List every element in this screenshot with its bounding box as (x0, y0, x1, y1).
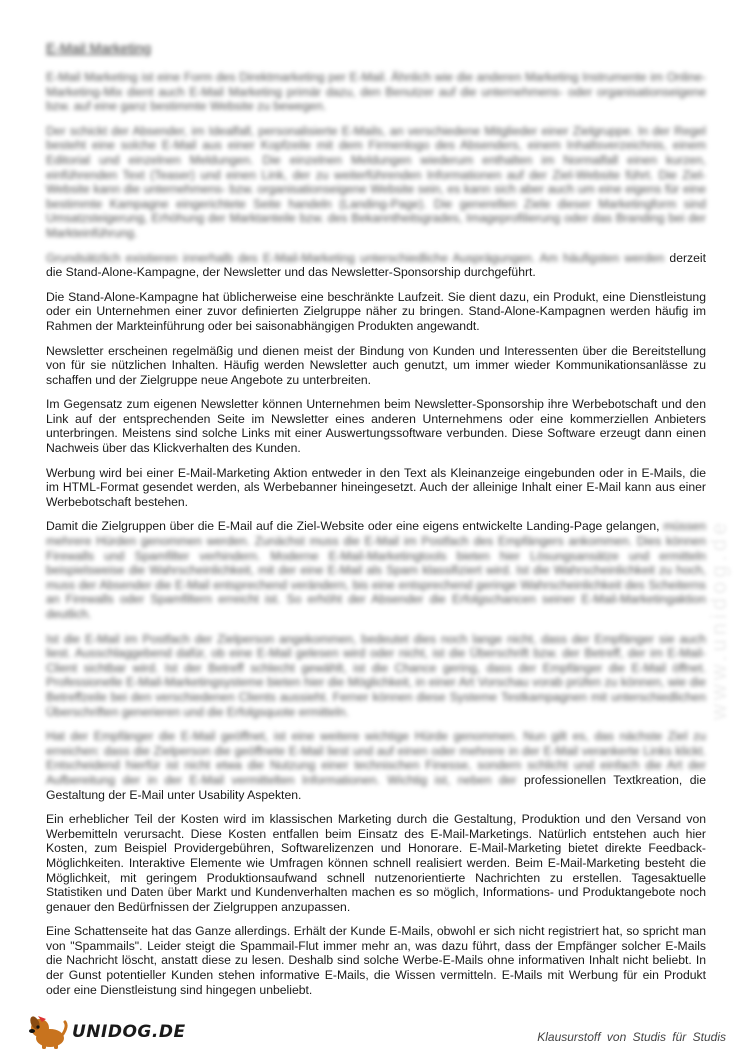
document-body (46, 40, 706, 1007)
paragraph-costs: Ein erheblicher Teil der Kosten wird im klassischen Marketing durch die Gestaltung, Produktion und den Versand von Werbemitteln verursacht. Diese Kosten entfallen beim Einsatz des E-Mail-Marketings. Natürlich entstehen auch hier Kosten, zum Beispiel Providergebühren, Softwarelizenzen und Honorare. E-Mail-Marketing bietet direkte Feedback- Möglichkeiten. Interaktive Elemente wie Umfragen können schnell realisiert werden. Beim E-Mail-Marketing besteht die Möglichkeit, mit geringem Produktionsaufwand schnell nutzenorientierte Nachrichten zu erstellen. Tagesaktuelle Statistiken und Daten über Markt und Kundenverhalten machen es so möglich, Informations- und Produktangebote noch genauer den Bedürfnissen der Zielgruppen anzupassen. (46, 812, 706, 914)
paragraph-werbung: Werbung wird bei einer E-Mail-Marketing Aktion entweder in den Text als Kleinanzeige eingebunden oder in E-Mails, die im HTML-Format gesendet werden, als Werbebanner hineingesetzt. Auch der alleinige Inhalt einer E-Mail kann aus einer Werbebotschaft bestehen. (46, 465, 706, 509)
paragraph-usability-blurred: Hat der Empfänger die E-Mail geöffnet, ist eine weitere wichtige Hürde genommen. Nun gilt es, das nächste Ziel zu erreichen: dass die Zielperson die geöffnete E-Mail liest und auf einen oder mehrere in der E-Mail verankerte Links klickt. Entscheidend hierfür ist nicht etwa die Nutzung einer technischen Finesse, sondern schlicht und einfach die Art der Aufbereitung der in der E-Mail vermittelten Informationen. Wichtig ist, neben der (46, 729, 706, 787)
paragraph-usability (46, 729, 706, 802)
paragraph-forms (46, 251, 706, 280)
footer-tagline: Klausurstoff von Studis für Studis (537, 1030, 726, 1044)
paragraph-subject-line: Ist die E-Mail im Postfach der Zielperson angekommen, bedeutet dies noch lange nicht, dass der Empfänger sie auch liest. Ausschlaggebend dafür, ob eine E-Mail gelesen wird oder nicht, ist die Überschrift bzw. der Betreff, der im E-Mail-Client sichtbar wird. Ist der Betreff schlecht gewählt, ist die Chance gering, dass der Empfänger die E-Mail öffnet. Professionelle E-Mail-Marketingsysteme bieten hier die Möglichkeit, in einer Art Vorschau vorab prüfen zu können, wie die Betreffzeile bei den verschiedenen Clients aussieht. Ferner können diese Systeme Testkampagnen mit unterschiedlichen Überschriften generieren und die Erfolgsquote ermitteln. (46, 631, 706, 719)
paragraph-forms-blurred: Grundsätzlich existieren innerhalb des E-Mail-Marketing unterschiedliche Ausprägungen. Am häufigsten werden (46, 250, 665, 265)
paragraph-intro: E-Mail Marketing ist eine Form des Direktmarketing per E-Mail. Ähnlich wie die anderen Marketing Instrumente im Online-Marketing-Mix dient auch E-Mail Marketing primär dazu, den Benutzer auf die unternehmens- oder organisationseigene bzw. auf eine ganz bestimmte Website zu bewegen. (46, 70, 706, 114)
paragraph-stand-alone: Die Stand-Alone-Kampagne hat üblicherweise eine beschränkte Laufzeit. Sie dient dazu, ein Produkt, eine Dienstleistung oder ein Unternehmen einer zuvor definierten Zielgruppe näher zu bringen. Stand-Alone-Kampagnen werden häufig im Rahmen der Markteinführung oder bei saisonabhängigen Produkten angewandt. (46, 289, 706, 333)
logo-text: UNIDOG.DE (72, 1022, 186, 1042)
watermark: www.unidog.de (706, 518, 731, 720)
page-footer (0, 1010, 750, 1050)
paragraph-sponsorship: Im Gegensatz zum eigenen Newsletter können Unternehmen beim Newsletter-Sponsorship ihre Werbebotschaft und den Link auf der entsprechenden Seite im Newsletter eines anderen Unternehmens oder eine kommerziellen Anbieters unterbringen. Meistens sind solche Links mit einer Auswertungssoftware verbunden. Diese Software erzeugt dann einen Nachweis über das Klickverhalten des Kunden. (46, 397, 706, 456)
paragraph-spam: Eine Schattenseite hat das Ganze allerdings. Erhält der Kunde E-Mails, obwohl er sich nicht registriert hat, so spricht man von "Spammails". Leider steigt die Spammail-Flut immer mehr an, was dazu führt, dass der Empfänger solcher E-Mails die Nachricht löscht, anstatt diese zu lesen. Deshalb sind solche Werbe-E-Mails ohne informativen Inhalt nicht beliebt. In der Gunst potentieller Kunden stehen informative E-Mails, die Wissen vermitteln. E-Mails mit Werbung für ein Produkt oder eine Dienstleistung sind hingegen unbeliebt. (46, 924, 706, 997)
paragraph-forms-clear: derzeit die Stand-Alone-Kampagne, der Newsletter und das Newsletter-Sponsorship durchgeführt. (46, 250, 707, 280)
dog-icon (28, 1014, 68, 1050)
unidog-logo[interactable] (28, 1014, 186, 1050)
paragraph-hurdles-blurred: müssen mehrere Hürden genommen werden. Zunächst muss die E-Mail im Postfach des Empfängers ankommen. Dies können Firewalls und Spamfilter verhindern. Moderne E-Mail-Marketingtools bieten hier Lösungsansätze und ermitteln beispielsweise die Wahrscheinlichkeit, mit der eine E-Mail als Spam klassifiziert wird. Ist die Wahrscheinlichkeit zu hoch, muss der Absender die E-Mail entsprechend verändern, bis eine entsprechend geringe Wahrscheinlichkeit des Scheiterns an Firewalls oder Spamfiltern erreicht ist. So erhöht der Absender die Erfolgschancen seiner E-Mail-Marketingaktion deutlich. (46, 519, 706, 621)
paragraph-hurdles-clear: Damit die Zielgruppen über die E-Mail auf die Ziel-Website oder eine eigens entwickelte Landing-Page gelangen, (46, 519, 660, 534)
paragraph-newsletter: Newsletter erscheinen regelmäßig und dienen meist der Bindung von Kunden und Interessenten über die Bereitstellung von für sie nützlichen Inhalten. Häufig werden Newsletter auch genutzt, um immer wieder Kommunikationsanlässe zu schaffen und der Zielgruppe neue Angebote zu unterbreiten. (46, 343, 706, 387)
paragraph-usability-clear: professionellen Textkreation, die Gestaltung der E-Mail unter Usability Aspekten. (46, 772, 706, 802)
document-title: E-Mail Marketing (46, 40, 152, 56)
paragraph-hurdles (46, 519, 706, 621)
paragraph-structure: Der schickt der Absender, im Idealfall, personalisierte E-Mails, an verschiedene Mitglieder einer Zielgruppe. In der Regel besteht eine solche E-Mail aus einer Kopfzeile mit dem Firmenlogo des Absenders, einem Inhaltsverzeichnis, einem Editorial und einzelnen Meldungen. Die einzelnen Meldungen wiederum enthalten im Normalfall einen kurzen, einführenden Text (Teaser) und einen Link, der zu weiterführenden Informationen auf der Ziel-Website führt. Die Ziel-Website kann die unternehmens- bzw. organisationseigene Website sein, es kann sich aber auch um eine eigens für eine bestimmte Kampagne eingerichtete Seite handeln (Landing-Page). Die generellen Ziele dieser Marketingform sind Umsatzsteigerung, Erhöhung der Marktanteile bzw. des Bekanntheitsgrades, Imageprofilierung oder das Branding bei der Markteinführung. (46, 123, 706, 240)
